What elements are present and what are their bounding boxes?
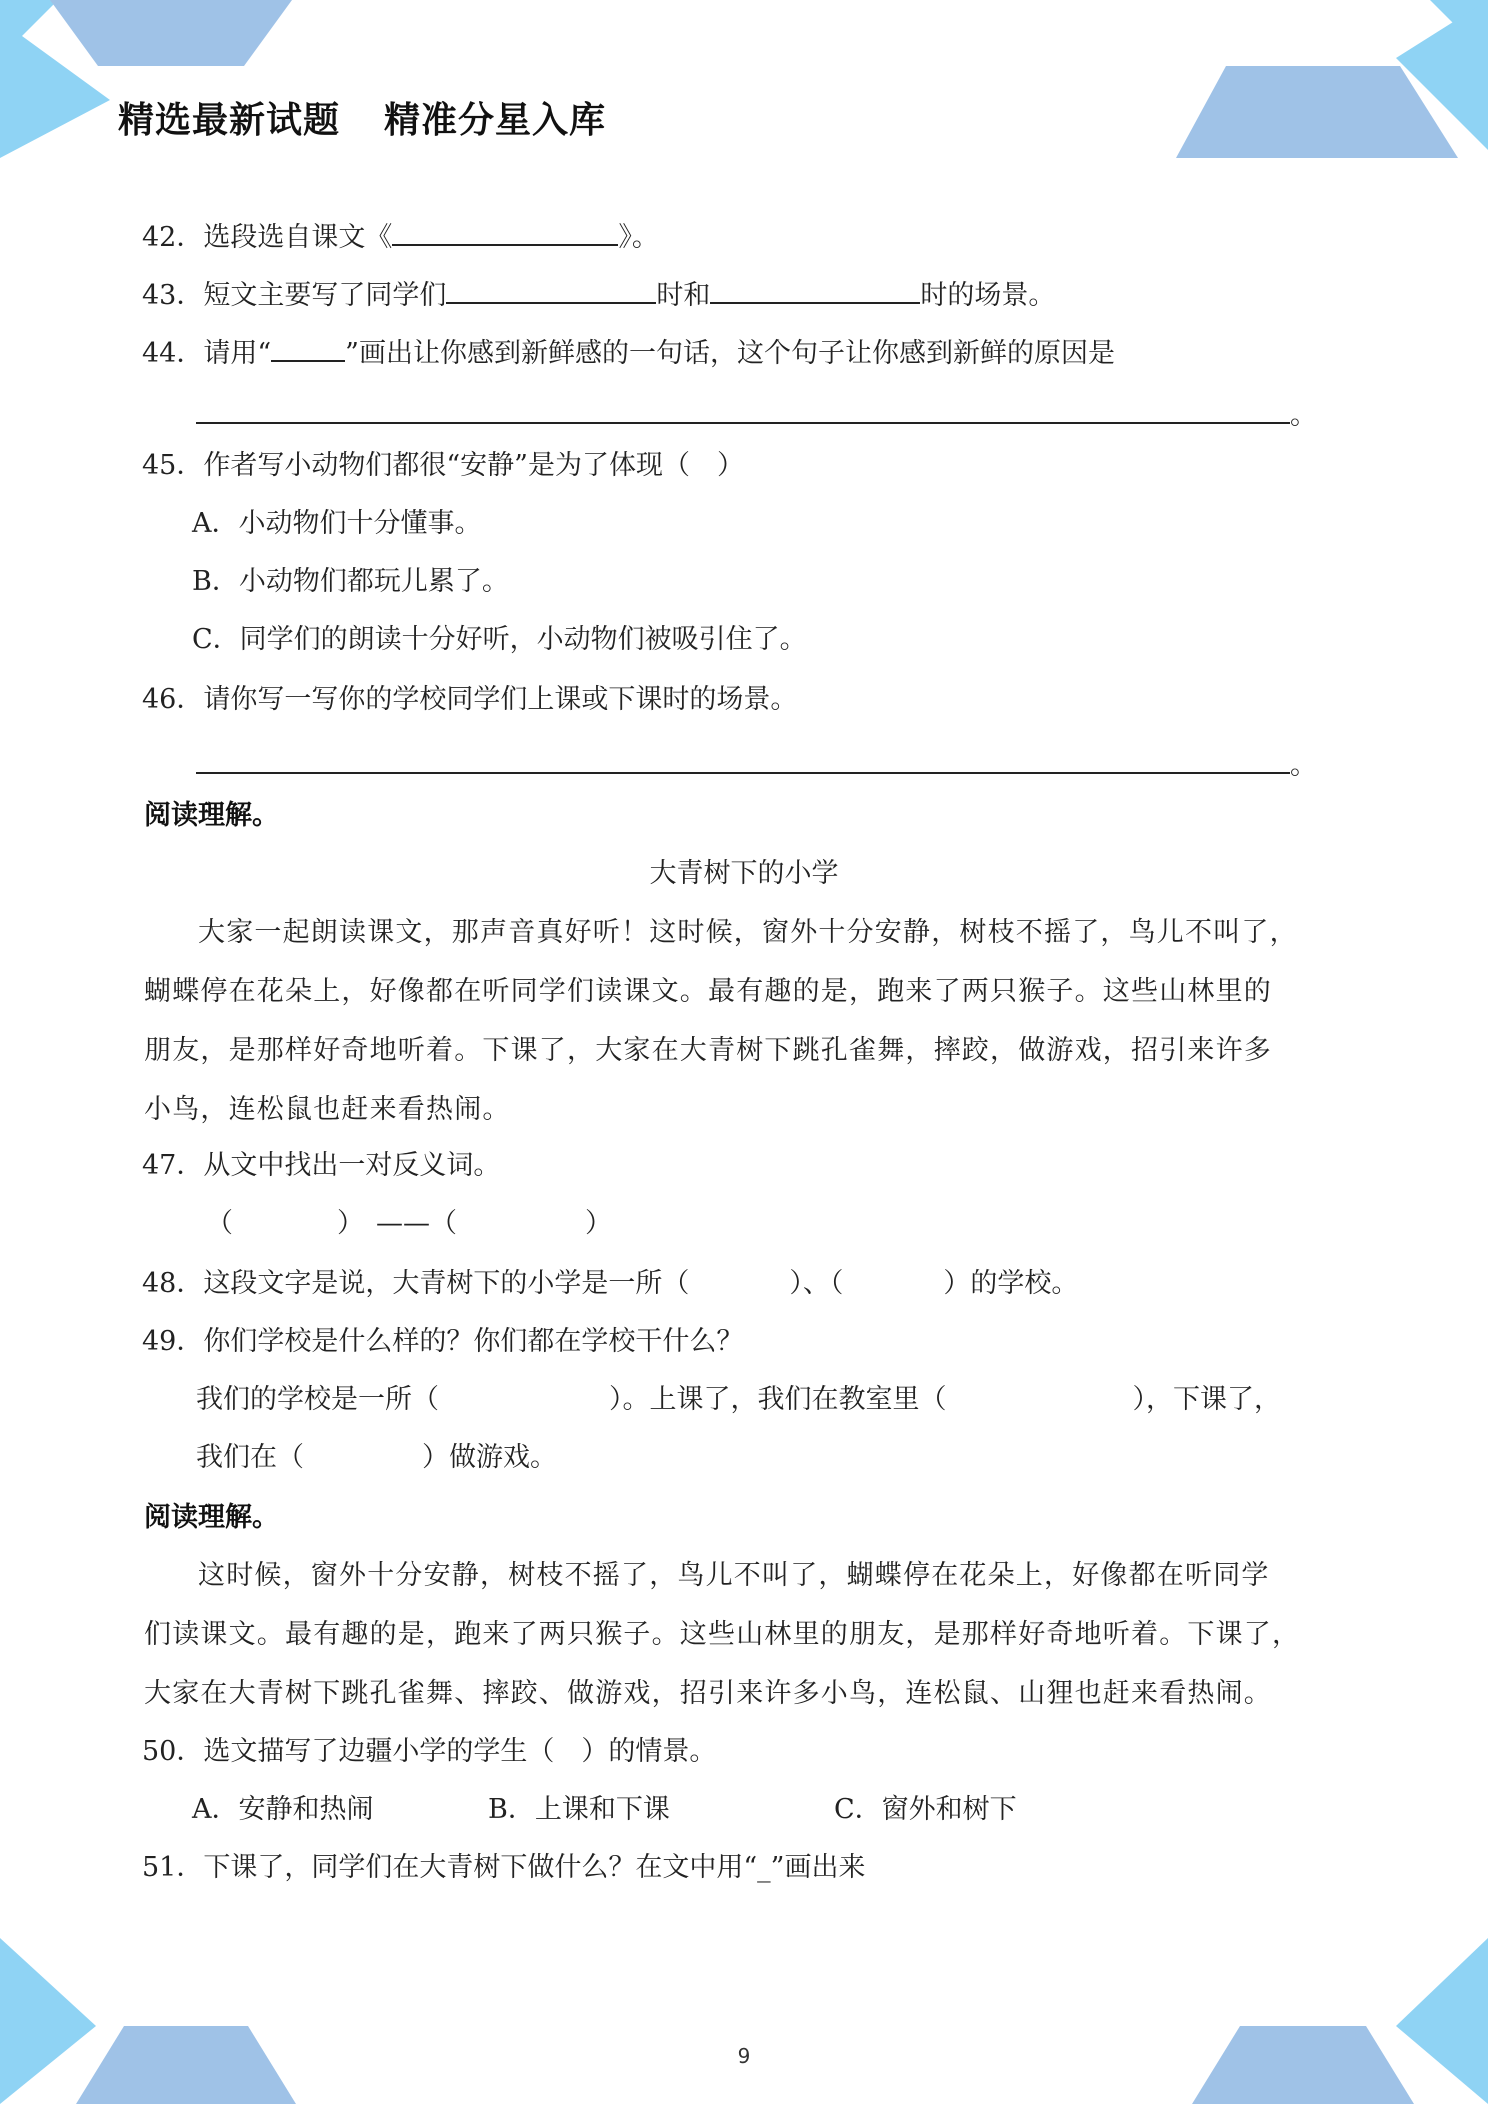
answer-blank[interactable] xyxy=(392,214,618,246)
question-50: 50．选文描写了边疆小学的学生（ ）的情景。 xyxy=(142,1736,717,1767)
header-right: 精准分星入库 xyxy=(384,100,607,141)
question-48: 48．这段文字是说，大青树下的小学是一所（ ）、（ ）的学校。 xyxy=(142,1268,1079,1299)
bottom-left-wedge xyxy=(0,1938,96,2104)
question-49: 49．你们学校是什么样的？你们都在学校干什么？ xyxy=(142,1326,744,1357)
question-50-option-b[interactable]: B．上课和下课 xyxy=(488,1794,670,1825)
question-42: 42．选段选自课文《 》。 xyxy=(142,214,659,258)
question-44: 44．请用“ ”画出让你感到新鲜感的一句话，这个句子让你感到新鲜的原因是 xyxy=(142,330,1115,374)
question-49-line2: 我们在（ ）做游戏。 xyxy=(196,1442,557,1473)
question-44-answer-line: 。 xyxy=(196,392,1317,436)
passage-1 xyxy=(144,903,1344,1139)
passage-line: 朋友，是那样好奇地听着。下课了，大家在大青树下跳孔雀舞，摔跤，做游戏，招引来许多 xyxy=(144,1035,1272,1066)
question-45: 45．作者写小动物们都很“安静”是为了体现（ ） xyxy=(142,450,744,481)
passage-line: 这时候，窗外十分安静，树枝不摇了，鸟儿不叫了，蝴蝶停在花朵上，好像都在听同学 xyxy=(198,1560,1270,1591)
passage-line: 大家一起朗读课文，那声音真好听！这时候，窗外十分安静，树枝不摇了，鸟儿不叫了， xyxy=(198,917,1298,948)
section-heading: 阅读理解。 xyxy=(144,1502,279,1533)
answer-blank[interactable] xyxy=(710,272,920,304)
option-a[interactable]: A．小动物们十分懂事。 xyxy=(192,508,482,539)
passage-line: 们读课文。最有趣的是，跑来了两只猴子。这些山林里的朋友，是那样好奇地听着。下课了， xyxy=(144,1619,1301,1650)
question-43: 43．短文主要写了同学们 时和 时的场景。 xyxy=(142,272,1055,316)
question-50-option-a[interactable]: A．安静和热闹 xyxy=(192,1794,374,1825)
passage-title: 大青树下的小学 xyxy=(649,858,839,889)
question-50-option-c[interactable]: C．窗外和树下 xyxy=(834,1794,1017,1825)
passage-line: 小鸟，连松鼠也赶来看热闹。 xyxy=(144,1094,511,1125)
question-47: 47．从文中找出一对反义词。 xyxy=(142,1150,501,1181)
option-b[interactable]: B．小动物们都玩儿累了。 xyxy=(192,566,509,597)
underline-sample xyxy=(271,330,345,362)
question-46: 46．请你写一写你的学校同学们上课或下课时的场景。 xyxy=(142,684,798,715)
answer-blank[interactable] xyxy=(196,392,1290,424)
answer-blank[interactable] xyxy=(446,272,656,304)
option-c[interactable]: C．同学们的朗读十分好听，小动物们被吸引住了。 xyxy=(192,624,807,655)
page-number: 9 xyxy=(737,2044,751,2068)
question-46-answer-line: 。 xyxy=(196,742,1317,786)
bottom-right-wedge xyxy=(1396,1938,1488,2104)
question-51: 51．下课了，同学们在大青树下做什么？在文中用“_”画出来 xyxy=(142,1852,866,1883)
section-heading: 阅读理解。 xyxy=(144,800,279,831)
top-left-trapezoid xyxy=(50,0,292,66)
passage-line: 大家在大青树下跳孔雀舞、摔跤、做游戏，招引来许多小鸟，连松鼠、山狸也赶来看热闹。 xyxy=(144,1678,1272,1709)
header-banner xyxy=(118,92,606,143)
question-47-answer: （ ） ——（ ） xyxy=(206,1208,612,1239)
top-right-trapezoid xyxy=(1176,66,1458,158)
passage-2 xyxy=(144,1546,1344,1723)
header-left: 精选最新试题 xyxy=(118,100,341,141)
question-49-line1: 我们的学校是一所（ ）。上课了，我们在教室里（ ），下课了， xyxy=(196,1384,1281,1415)
answer-blank[interactable] xyxy=(196,742,1290,774)
passage-line: 蝴蝶停在花朵上，好像都在听同学们读课文。最有趣的是，跑来了两只猴子。这些山林里的 xyxy=(144,976,1272,1007)
